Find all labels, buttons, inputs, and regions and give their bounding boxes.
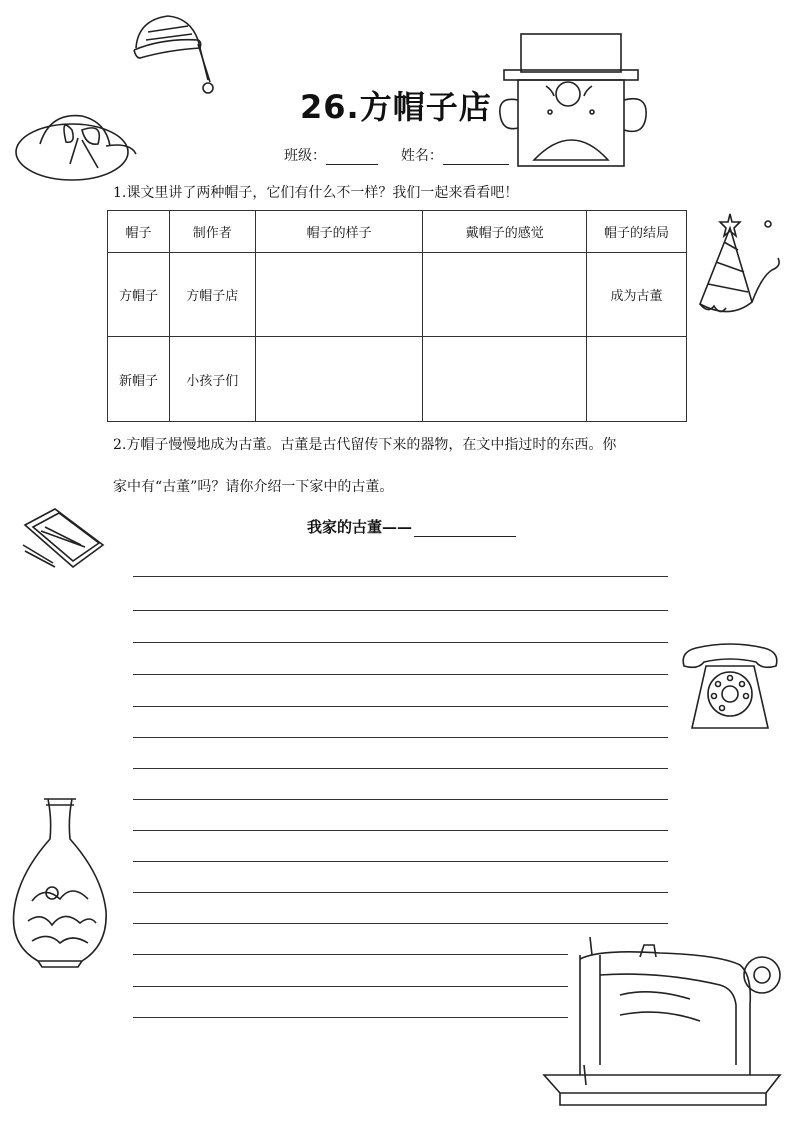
writing-line[interactable] (133, 576, 668, 577)
table-cell-blank[interactable] (423, 253, 587, 337)
question-2-line-1: 2.方帽子慢慢地成为古董。古董是古代留传下来的器物，在文中指过时的东西。你 (113, 437, 617, 453)
table-header-cell: 制作者 (169, 211, 255, 253)
writing-line[interactable] (133, 830, 668, 831)
table-cell: 新帽子 (108, 337, 170, 422)
table-cell: 方帽子店 (169, 253, 255, 337)
writing-line[interactable] (133, 986, 568, 987)
table-header-cell: 戴帽子的感觉 (423, 211, 587, 253)
name-field[interactable] (443, 150, 509, 165)
antique-name-field[interactable] (414, 521, 516, 537)
table-cell-blank[interactable] (255, 337, 423, 422)
table-header-cell: 帽子 (108, 211, 170, 253)
table-header-cell: 帽子的结局 (587, 211, 687, 253)
sun-hat-icon (10, 102, 142, 184)
table-cell-blank[interactable] (423, 337, 587, 422)
writing-line[interactable] (133, 954, 568, 955)
writing-line[interactable] (133, 706, 668, 707)
party-hat-icon (690, 210, 785, 325)
writing-line[interactable] (133, 1017, 568, 1018)
table-row (108, 253, 687, 337)
writing-line[interactable] (133, 642, 668, 643)
writing-line[interactable] (133, 923, 668, 924)
writing-line[interactable] (133, 610, 668, 611)
writing-line[interactable] (133, 674, 668, 675)
vase-icon (8, 795, 113, 970)
antique-heading (307, 516, 516, 537)
sewing-machine-icon (540, 925, 785, 1115)
table-header-cell: 帽子的样子 (255, 211, 423, 253)
table-cell-blank[interactable] (587, 337, 687, 422)
page-title: 26.方帽子店 (300, 88, 492, 126)
writing-line[interactable] (133, 892, 668, 893)
class-field[interactable] (326, 150, 378, 165)
table-cell: 小孩子们 (169, 337, 255, 422)
student-info-row (284, 145, 509, 165)
writing-line[interactable] (133, 768, 668, 769)
table-cell-blank[interactable] (255, 253, 423, 337)
question-1: 1.课文里讲了两种帽子，它们有什么不一样？我们一起来看看吧！ (113, 185, 519, 201)
name-label: 姓名： (400, 148, 443, 164)
table-row (108, 337, 687, 422)
table-cell: 方帽子 (108, 253, 170, 337)
matchbox-icon (15, 505, 110, 575)
knit-hat-icon (128, 10, 218, 95)
table-cell: 成为古董 (587, 253, 687, 337)
writing-line[interactable] (133, 799, 668, 800)
class-label: 班级： (284, 148, 326, 164)
antique-heading-text: 我家的古董—— (307, 518, 413, 536)
writing-line[interactable] (133, 861, 668, 862)
hat-comparison-table (107, 210, 687, 422)
square-hat-man-icon (496, 30, 666, 170)
table-header-row (108, 211, 687, 253)
question-2-line-2: 家中有“古董”吗？请你介绍一下家中的古董。 (113, 479, 394, 495)
writing-line[interactable] (133, 737, 668, 738)
telephone-icon (676, 640, 784, 738)
